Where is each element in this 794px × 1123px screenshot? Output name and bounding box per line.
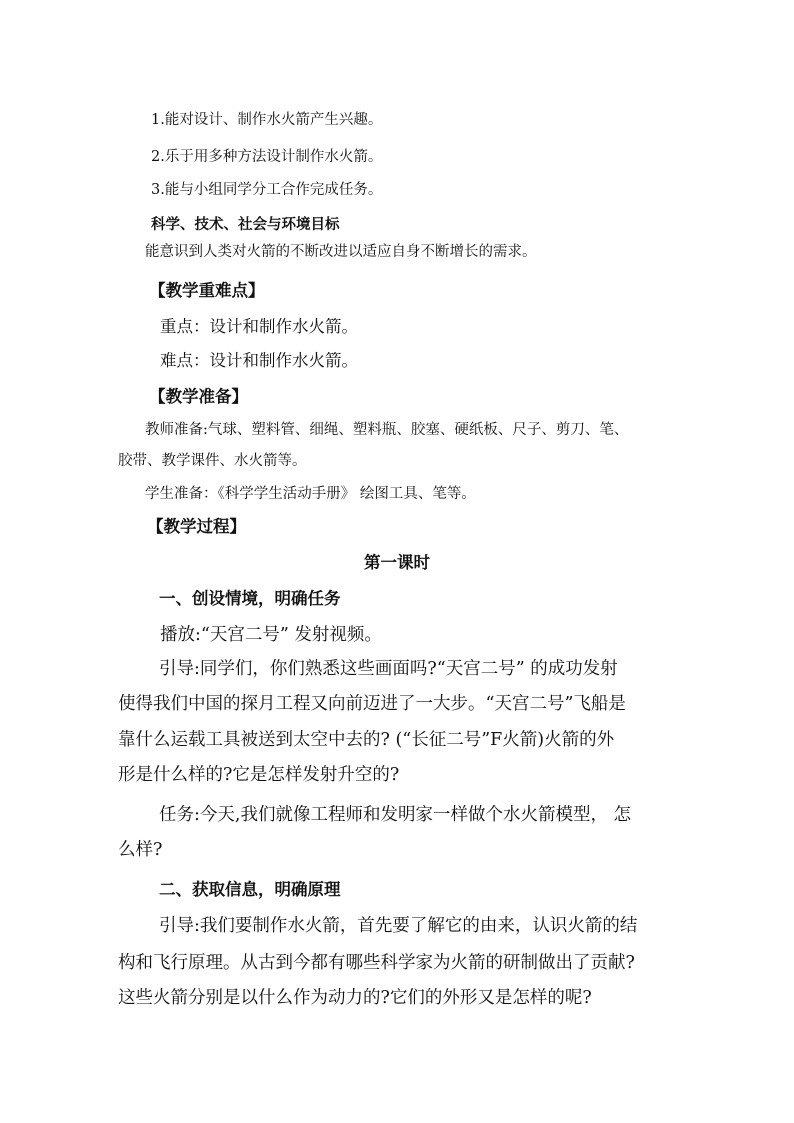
section1-task-line: 任务:今天,我们就像工程师和发明家一样做个水火箭模型， 怎 [159,805,632,825]
teacher-prep-line1: 教师准备:气球、塑料管、细绳、塑料瓶、胶塞、硬纸板、尺子、剪刀、笔、 [145,422,629,438]
stse-text: 能意识到人类对火箭的不断改进以适应自身不断增长的需求。 [145,244,537,260]
section1-heading: 一、创设情境，明确任务 [159,589,341,608]
student-prep: 学生准备：《科学学生活动手册》 绘图工具、笔等。 [145,486,476,502]
stse-heading: 科学、技术、社会与环境目标 [151,217,340,233]
section1-guide-line: 靠什么运载工具被送到太空中去的? (“长征二号”F火箭)火箭的外 [118,730,615,750]
section2-guide-line: 引导:我们要制作水火箭，首先要了解它的由来，认识火箭的结 [159,916,638,936]
section1-guide-line: 使得我们中国的探月工程又向前迈进了一大步。“天宫二号”飞船是 [118,694,626,714]
process-heading: 【教学过程】 [147,517,246,536]
key-points-heading: 【教学重难点】 [149,281,265,300]
teacher-prep-line2: 胶带、教学课件、水火箭等。 [118,453,307,469]
lesson-title: 第一课时 [364,553,430,572]
key-point-text: 重点：设计和制作水火箭。 [160,317,358,336]
section2-heading: 二、获取信息，明确原理 [159,880,341,899]
attitude-item-1: 1.能对设计、制作水火箭产生兴趣。 [151,112,383,128]
preparation-heading: 【教学准备】 [149,387,248,406]
section2-guide-line: 构和飞行原理。从古到今都有哪些科学家为火箭的研制做出了贡献? [118,953,635,973]
attitude-item-3: 3.能与小组同学分工合作完成任务。 [151,182,383,198]
section1-task-line: 么样? [118,840,163,860]
section1-guide-line: 引导:同学们，你们熟悉这些画面吗?“天宫二号” 的成功发射 [159,659,618,679]
attitude-item-2: 2.乐于用多种方法设计制作水火箭。 [151,149,383,165]
difficulty-text: 难点：设计和制作水火箭。 [160,351,358,370]
section1-guide-line: 形是什么样的?它是怎样发射升空的? [118,765,400,785]
section2-guide-line: 这些火箭分别是以什么作为动力的?它们的外形又是怎样的呢? [118,988,592,1008]
section1-play: 播放:“天宫二号” 发射视频。 [160,625,382,645]
